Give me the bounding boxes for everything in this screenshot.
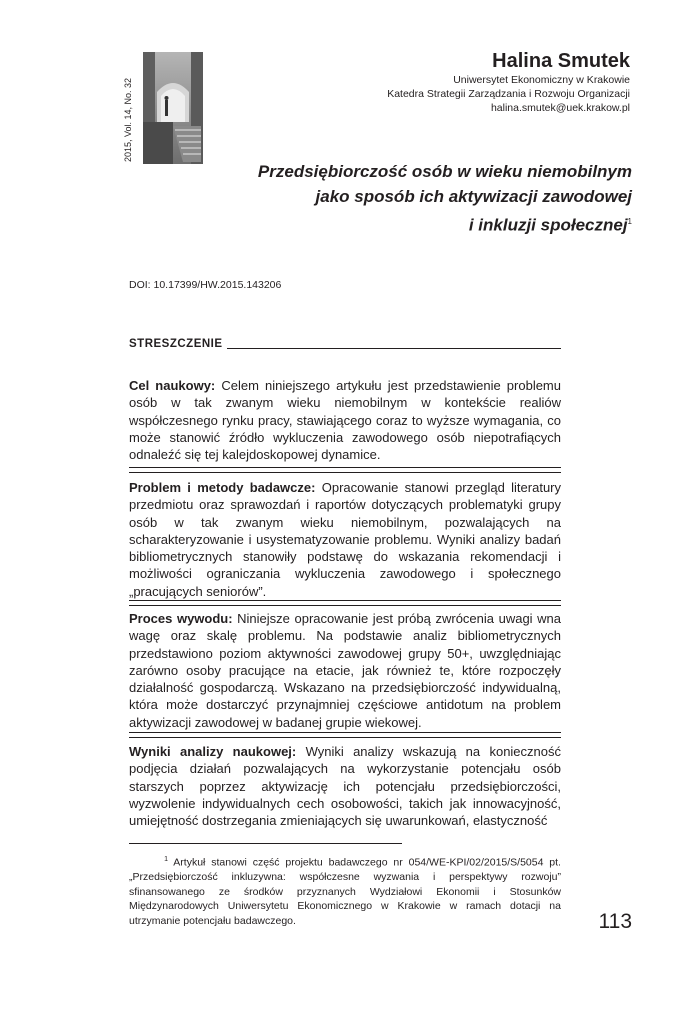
author-name: Halina Smutek	[492, 50, 630, 72]
cover-photo-graphic	[143, 52, 203, 164]
paragraph-label: Cel naukowy:	[129, 378, 216, 393]
abstract-paragraph-3	[129, 610, 561, 731]
abstract-paragraph-1	[129, 377, 561, 463]
author-university: Uniwersytet Ekonomiczny w Krakowie	[453, 74, 630, 86]
section-divider	[129, 732, 561, 738]
title-line-3-text: i inkluzji społecznej	[468, 215, 628, 235]
paragraph-text: Wyniki analizy wskazują na konieczność podjęcia działań pozwalających na wykorzystanie potencjału osób starszych poprzez aktywizację ich potencjału przedsiębiorczości, wyzwolenie indywidualnych cech osobowości, takich jak innowacyjność, umiejętność dostrzegania zmieniających się uwarunkowań, elastyczność	[129, 744, 561, 829]
title-line-3	[258, 209, 632, 238]
page-number: 113	[598, 910, 632, 933]
title-line-2: jako sposób ich aktywizacji zawodowej	[315, 187, 632, 206]
author-block	[387, 49, 630, 115]
abstract-paragraph-2	[129, 479, 561, 600]
paragraph-label: Problem i metody badawcze:	[129, 480, 316, 495]
abstract-heading-label: STRESZCZENIE	[129, 338, 223, 350]
footnote-text: Artykuł stanowi część projektu badawczego nr 054/WE-KPI/02/2015/S/5054 pt. „Przedsiębiorczość inkluzywna: współczesne wyzwania i perspektywy rozwoju” sfinansowanego ze środków przyznanych Wydziałowi Ekonomii i Stosunków Międzynarodowych Uniwersytetu Ekonomicznego w Krakowie w ramach dotacji na utrzymanie potencjału badawczego.	[129, 856, 561, 927]
paragraph-text: Opracowanie stanowi przegląd literatury przedmiotu oraz sprawozdań i raportów dotyczących problematyki grupy osób w tak zwanym wieku niemobilnym, pozwalających na scharakteryzowanie i usystematyzowanie problemu. Wyniki analizy badań bibliometrycznych stanowiły podstawę do wskazania rekomendacji i możliwości ograniczania wykluczenia zawodowego i społecznego „pracujących seniorów”.	[129, 480, 562, 599]
footnote	[129, 853, 561, 928]
footnote-number: 1	[164, 856, 169, 863]
abstract-paragraph-4	[129, 743, 561, 829]
footnote-rule	[129, 843, 402, 844]
journal-cover-image	[143, 52, 203, 164]
article-title	[258, 159, 632, 238]
paragraph-label: Wyniki analizy naukowej:	[129, 744, 297, 759]
heading-rule	[227, 348, 561, 349]
author-email: halina.smutek@uek.krakow.pl	[490, 102, 630, 114]
doi: DOI: 10.17399/HW.2015.143206	[129, 279, 282, 291]
author-department: Katedra Strategii Zarządzania i Rozwoju Organizacji	[387, 88, 630, 100]
paragraph-text: Celem niniejszego artykułu jest przedstawienie problemu osób w tak zwanym wieku niemobilnym w kontekście realiów współczesnego rynku pracy, stawiającego coraz to wyższe wymagania, co może stanowić źródło wykluczenia zawodowego osób niepotrafiących odnaleźć się tej kalejdoskopowej dynamice.	[129, 378, 561, 463]
paragraph-label: Proces wywodu:	[129, 611, 233, 626]
title-line-1: Przedsiębiorczość osób w wieku niemobilnym	[257, 162, 632, 181]
title-footnote-ref: 1	[627, 217, 632, 226]
section-divider	[129, 467, 561, 473]
journal-volume-label: 2015, Vol. 14, No. 32	[123, 77, 133, 162]
abstract-heading	[129, 337, 561, 351]
section-divider	[129, 600, 561, 606]
paragraph-text: Niniejsze opracowanie jest próbą zwrócenia uwagi wna wagę oraz skalę problemu. Na podstawie analiz bibliometrycznych przedstawiono poziom aktywności zawodowej grupy 50+, uwzględniając zarówno osoby pracujące na etacie, jak również te, które rozpoczęły działalność gospodarczą. Wskazano na przedsiębiorczość indywidualną, która może dostarczyć przynajmniej częściowe antidotum na problem aktywizacji zawodowej w badanej grupie wiekowej.	[129, 611, 561, 730]
